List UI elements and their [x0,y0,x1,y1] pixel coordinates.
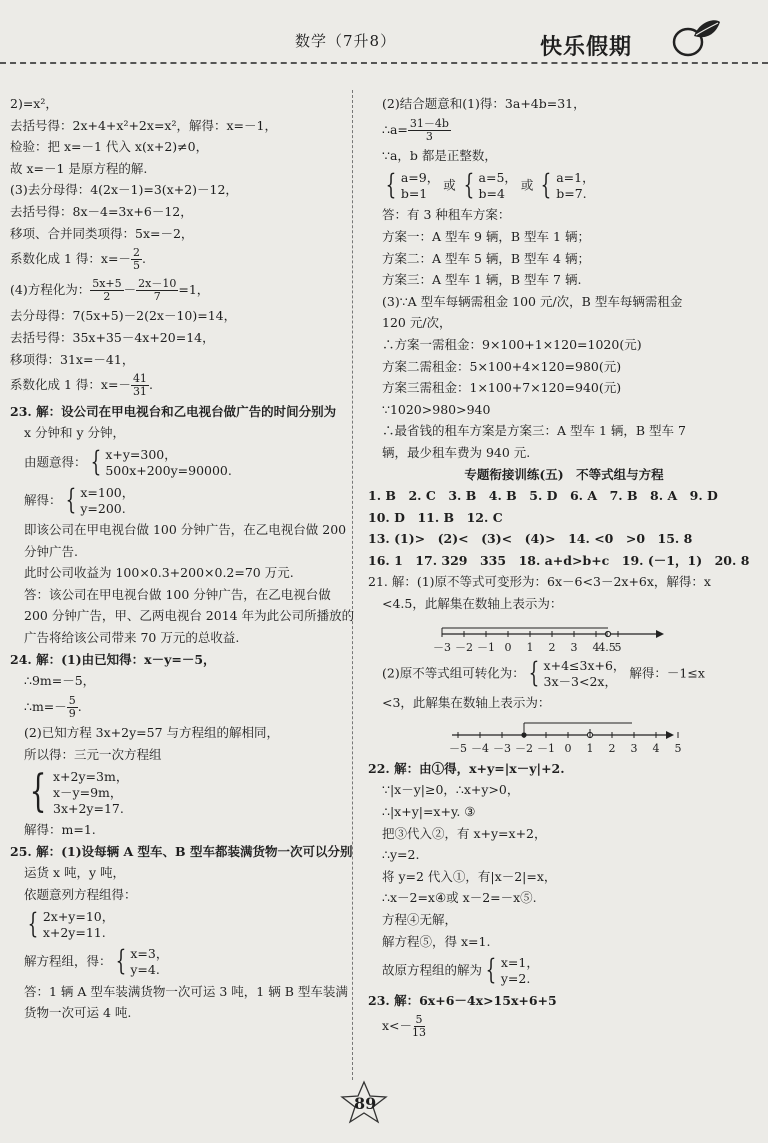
number-line-label: －4 [471,741,489,755]
number-line-label: 2 [548,640,556,654]
text-line: 此时公司收益为 100×0.3+200×0.2=70 万元. [24,565,294,581]
text-line: (3)去分母得：4(2x－1)=3(x+2)－12， [10,182,238,198]
text-line: 方案二：A 型车 5 辆，B 型车 4 辆； [382,250,590,266]
answer-line: 13. (1)> (2)< (3)< (4)> 14. <0 >0 15. 8 [368,531,693,547]
fraction: $\frac{31-4b}{3}$ [409,116,449,143]
text-line: 方案二需租金：5×100+4×120=980(元) [382,358,622,374]
text-line: (3)∵A 型车每辆需租金 100 元/次，B 型车每辆需租金 [382,293,683,309]
text-line: 运货 x 吨，y 吨， [24,865,126,881]
text-line: 答：1 辆 A 型车装满货物一次可运 3 吨，1 辆 B 型车装满 [24,983,348,999]
number-line-label: 4.5 [598,640,616,654]
text-line: 所以得：三元一次方程组 [24,747,162,763]
text-line: 货物一次可运 4 吨. [24,1005,132,1021]
text-line: ∴最省钱的租车方案是方案三：A 型车 1 辆，B 型车 7 [382,423,686,439]
header-subject: 数学（7升8） [295,32,397,50]
text-line: 系数化成 1 得：x=－ $\frac{41}{31}$ . [10,372,153,399]
equation-system: 由题意得： { x+y=300， 500x+200y=90000. [24,444,232,478]
text-line: 去括号得：8x－4=3x+6－12， [10,203,193,219]
number-line-label: －2 [455,640,473,654]
number-line-label: －3 [433,640,451,654]
text-line: 依题意列方程组得： [24,887,137,902]
number-line-label: 0 [504,640,512,654]
number-line-label: 2 [608,741,616,755]
text-line: ∴9m=－5， [24,673,96,689]
equation-system: { 2x+y=10， x+2y=11. [27,906,115,940]
text-line: ∴a= $\frac{31-4b}{3}$ [382,116,449,143]
text-line: (2)结合题意和(1)得：3a+4b=31， [382,96,586,111]
text-line: 答：该公司在甲电视台做 100 分钟广告，在乙电视台做 [24,586,331,602]
answer-line: 1. B 2. C 3. B 4. B 5. D 6. A 7. B 8. A 9. D [368,488,718,504]
text-line: 答：有 3 种租车方案： [382,207,511,223]
number-line-label: 5 [614,640,622,654]
fraction: $\frac{5}{9}$ [68,693,76,720]
text-line: 把③代入②，有 x+y=x+2， [382,825,547,841]
text-line: x 分钟和 y 分钟， [24,425,126,441]
number-line-label: －3 [493,741,511,755]
text-line: 方案三需租金：1×100+7×120=940(元) [382,380,622,396]
text-line: ∵1020>980>940 [382,401,491,417]
solution-options: { a=9， b=1 或 { a=5， b=4 或 { a=1， b=7. [385,167,595,201]
text-line: 将 y=2 代入①，有|x－2|=x， [382,868,557,884]
text-line: 辆，最少租车费为 940 元. [382,444,531,460]
text-line: 故 x=－1 是原方程的解. [10,160,148,176]
text-line: 200 分钟广告，甲、乙两电视台 2014 年为此公司所播放的 [24,608,355,624]
text-line: ∴方案一需租金：9×100+1×120=1020(元) [382,336,642,352]
section-title: 专题衔接训练(五) 不等式组与方程 [464,466,664,482]
text-line: ∴m=－ $\frac{5}{9}$ . [24,693,82,720]
text-line: 检验：把 x=－1 代入 x(x+2)≠0， [10,139,209,155]
text-line: 去括号得：35x+35－4x+20=14， [10,329,215,345]
text-line: 分钟广告. [24,543,78,559]
number-line-label: 1 [526,640,534,654]
number-line-label: 0 [564,741,572,755]
number-line-label: －5 [449,741,467,755]
number-line-label: 3 [570,640,578,654]
equation-system: 解得： { x=100， y=200. [24,482,135,516]
column-divider [352,90,353,1080]
text-line: 23. 解：设公司在甲电视台和乙电视台做广告的时间分别为 [10,403,337,419]
text-line: 移项得：31x=－41， [10,351,135,367]
right-column [368,96,760,1045]
number-line-label: 3 [630,741,638,755]
page-number: 89 [354,1094,377,1113]
number-line-1 [433,618,668,658]
text-line: 2)=x²， [10,96,58,111]
equation-system: { x+2y=3m， x－y=9m， 3x+2y=17. [29,765,129,817]
equation-system: 故原方程组的解为 { x=1， y=2. [382,953,539,987]
text-line: 去括号得：2x+4+x²+2x=x²，解得：x=－1， [10,117,277,133]
answer-line: 16. 1 17. 329 335 18. a+d>b+c 19. (－1，1) 20. 8 [368,552,750,568]
text-line: x<－ $\frac{5}{13}$ [382,1013,427,1040]
text-line: 25. 解：(1)设每辆 A 型车、B 型车都装满货物一次可以分别 [10,843,353,859]
text-line: ∵a，b 都是正整数， [382,148,497,164]
text-line: 解方程⑤，得 x=1. [382,933,491,949]
equation-system: (2)原不等式组可转化为： { x+4≤3x+6， 3x－3<2x， 解得：－1≤x [382,655,705,689]
number-line-2 [448,717,682,761]
text-line: 22. 解：由①得，x+y=|x－y|+2. [368,760,565,776]
number-line-label: －1 [477,640,495,654]
number-line-label: 4 [592,640,600,654]
fraction: $\frac{5}{13}$ [412,1013,427,1040]
fraction: $\frac{2}{5}$ [132,246,140,273]
leaf-logo-icon [660,14,724,60]
text-line: 去分母得：7(5x+5)－2(2x－10)=14， [10,308,237,324]
text-line: 方案三：A 型车 1 辆，B 型车 7 辆. [382,272,582,288]
equation-system: 解方程组，得： { x=3， y=4. [24,944,169,978]
number-line-label: 4 [652,741,660,755]
fraction: $\frac{2x-10}{7}$ [138,276,177,303]
text-line: 21. 解：(1)原不等式可变形为：6x－6<3－2x+6x，解得：x [368,574,711,590]
text-line: 24. 解：(1)由已知得：x－y=－5， [10,651,216,667]
number-line-label: －1 [537,741,555,755]
fraction: $\frac{5x+5}{2}$ [92,276,122,303]
text-line: (4)方程化为： $\frac{5x+5}{2}$ － $\frac{2x-10}{7}$ =1， [10,276,210,303]
header-brand: 快乐假期 [540,34,633,60]
text-line: 即该公司在甲电视台做 100 分钟广告，在乙电视台做 200 [24,522,347,538]
text-line: (2)已知方程 3x+2y=57 与方程组的解相同， [24,725,280,741]
text-line: ∵|x－y|≥0，∴x+y>0， [382,782,520,798]
number-line-label: －2 [515,741,533,755]
text-line: ∴y=2. [382,847,420,863]
text-line: <4.5，此解集在数轴上表示为： [382,596,563,612]
text-line: <3，此解集在数轴上表示为： [382,695,551,711]
text-line: 120 元/次， [382,315,452,331]
text-line: 23. 解：6x+6－4x>15x+6+5 [368,992,557,1008]
text-line: 解得：m=1. [24,822,96,838]
left-column [10,96,355,1027]
header-divider [0,62,768,64]
answer-line: 10. D 11. B 12. C [368,509,503,525]
text-line: 方案一：A 型车 9 辆，B 型车 1 辆； [382,228,590,244]
fraction: $\frac{41}{31}$ [132,372,147,399]
number-line-label: 5 [674,741,682,755]
text-line: 移项、合并同类项得：5x=－2， [10,225,194,241]
text-line: 系数化成 1 得：x=－ $\frac{2}{5}$ . [10,246,146,273]
text-line: 广告将给该公司带来 70 万元的总收益. [24,630,240,646]
text-line: ∴x－2=x④或 x－2=－x⑤. [382,890,537,906]
text-line: 方程④无解， [382,912,458,927]
text-line: ∴|x+y|=x+y. ③ [382,804,476,820]
number-line-label: 1 [586,741,594,755]
